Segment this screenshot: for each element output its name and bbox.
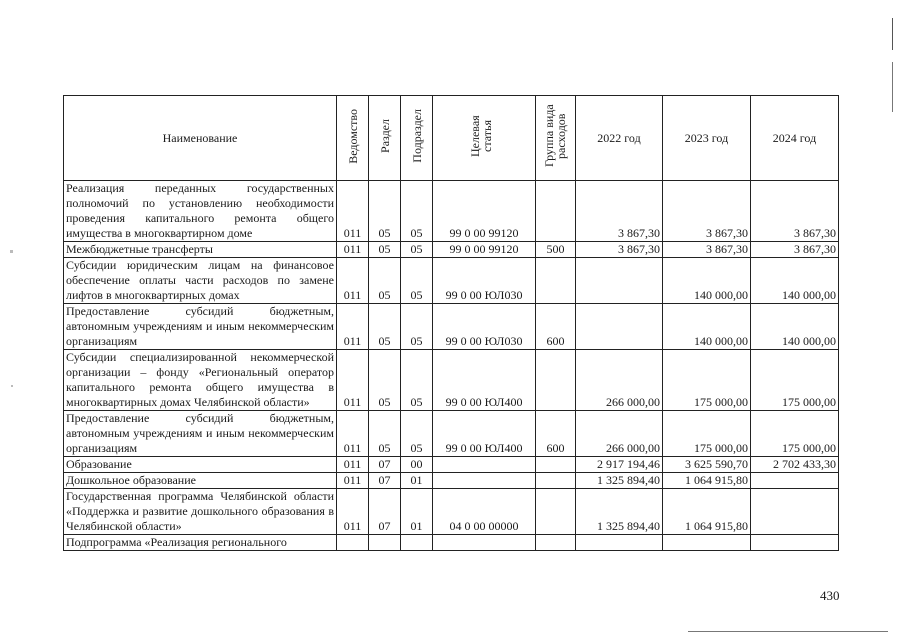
scan-artifact-line [892, 62, 893, 112]
row-podrazdel: 05 [401, 242, 433, 258]
header-2022: 2022 год [576, 96, 663, 181]
row-2024: 3 867,30 [751, 181, 839, 242]
row-2024: 175 000,00 [751, 350, 839, 411]
header-razdel [369, 96, 401, 181]
row-2023: 3 867,30 [663, 242, 751, 258]
row-vedomstvo: 011 [337, 473, 369, 489]
header-celevaya [433, 96, 536, 181]
row-2023: 175 000,00 [663, 411, 751, 457]
row-name: Подпрограмма «Реализация регионального [64, 535, 337, 551]
row-podrazdel: 05 [401, 181, 433, 242]
header-podrazdel [401, 96, 433, 181]
header-gruppa [536, 96, 576, 181]
row-2023: 1 064 915,80 [663, 489, 751, 535]
header-podrazdel-label: Подраздел [409, 109, 424, 163]
row-2024: 2 702 433,30 [751, 457, 839, 473]
row-name: Предоставление субсидий бюджетным, автономным учреждениям и иным некоммерческим организациям [64, 411, 337, 457]
row-vedomstvo: 011 [337, 258, 369, 304]
row-razdel: 05 [369, 181, 401, 242]
row-razdel: 05 [369, 258, 401, 304]
row-2023: 1 064 915,80 [663, 473, 751, 489]
row-razdel: 05 [369, 304, 401, 350]
header-celevaya-label: Целевая статья [468, 115, 494, 157]
table-row [64, 535, 839, 551]
row-name: Предоставление субсидий бюджетным, автономным учреждениям и иным некоммерческим организациям [64, 304, 337, 350]
row-celevaya: 99 0 00 99120 [433, 181, 536, 242]
row-razdel: 07 [369, 473, 401, 489]
row-2022: 1 325 894,40 [576, 489, 663, 535]
row-2022: 2 917 194,46 [576, 457, 663, 473]
row-razdel: 07 [369, 489, 401, 535]
row-name: Государственная программа Челябинской области «Поддержка и развитие дошкольного образования в Челябинской области» [64, 489, 337, 535]
row-2023: 3 625 590,70 [663, 457, 751, 473]
scan-artifact-line [688, 631, 888, 632]
row-name: Реализация переданных государственных полномочий по установлению необходимости проведения капитального ремонта общего имущества в многоквартирном доме [64, 181, 337, 242]
row-celevaya [433, 535, 536, 551]
row-podrazdel [401, 535, 433, 551]
row-2022 [576, 535, 663, 551]
table-row [64, 304, 839, 350]
table-row [64, 457, 839, 473]
row-2022 [576, 258, 663, 304]
row-celevaya: 99 0 00 ЮЛ030 [433, 304, 536, 350]
row-2022: 1 325 894,40 [576, 473, 663, 489]
row-name: Дошкольное образование [64, 473, 337, 489]
row-2024: 175 000,00 [751, 411, 839, 457]
row-vedomstvo [337, 535, 369, 551]
row-podrazdel: 05 [401, 304, 433, 350]
row-2023: 140 000,00 [663, 258, 751, 304]
row-razdel: 05 [369, 350, 401, 411]
row-2024: 140 000,00 [751, 304, 839, 350]
row-gruppa [536, 489, 576, 535]
row-gruppa [536, 535, 576, 551]
row-gruppa [536, 258, 576, 304]
row-celevaya [433, 473, 536, 489]
row-2023: 140 000,00 [663, 304, 751, 350]
header-gruppa-label: Группа вида расходов [541, 104, 568, 168]
row-vedomstvo: 011 [337, 411, 369, 457]
row-name: Образование [64, 457, 337, 473]
header-razdel-label: Раздел [377, 119, 392, 153]
scan-artifact-dot [11, 385, 13, 387]
row-gruppa [536, 181, 576, 242]
header-vedomstvo [337, 96, 369, 181]
table-row [64, 181, 839, 242]
row-podrazdel: 01 [401, 489, 433, 535]
row-vedomstvo: 011 [337, 489, 369, 535]
row-name: Субсидии юридическим лицам на финансовое обеспечение оплаты части расходов по замене лифтов в многоквартирных домах [64, 258, 337, 304]
row-celevaya: 99 0 00 ЮЛ400 [433, 411, 536, 457]
row-gruppa [536, 473, 576, 489]
row-podrazdel: 05 [401, 350, 433, 411]
header-2024: 2024 год [751, 96, 839, 181]
row-2024 [751, 489, 839, 535]
row-gruppa: 500 [536, 242, 576, 258]
row-gruppa [536, 350, 576, 411]
header-name: Наименование [64, 96, 337, 181]
row-2022: 266 000,00 [576, 350, 663, 411]
table-row [64, 258, 839, 304]
table-row [64, 411, 839, 457]
row-gruppa: 600 [536, 304, 576, 350]
row-podrazdel: 05 [401, 258, 433, 304]
header-vedomstvo-label: Ведомство [345, 108, 360, 164]
page-number: 430 [820, 588, 840, 603]
row-2022: 266 000,00 [576, 411, 663, 457]
row-vedomstvo: 011 [337, 181, 369, 242]
row-2023: 175 000,00 [663, 350, 751, 411]
header-2023: 2023 год [663, 96, 751, 181]
row-razdel: 07 [369, 457, 401, 473]
row-name: Субсидии специализированной некоммерческой организации – фонду «Региональный оператор капитального ремонта общего имущества в многоквартирных домах Челябинской области» [64, 350, 337, 411]
scan-artifact-line [892, 18, 893, 50]
row-2022: 3 867,30 [576, 181, 663, 242]
row-2024 [751, 473, 839, 489]
row-2024: 3 867,30 [751, 242, 839, 258]
row-2022: 3 867,30 [576, 242, 663, 258]
row-razdel [369, 535, 401, 551]
row-razdel: 05 [369, 411, 401, 457]
table-row [64, 350, 839, 411]
table-row [64, 242, 839, 258]
row-gruppa: 600 [536, 411, 576, 457]
row-celevaya: 99 0 00 ЮЛ030 [433, 258, 536, 304]
row-celevaya [433, 457, 536, 473]
row-celevaya: 99 0 00 ЮЛ400 [433, 350, 536, 411]
row-podrazdel: 00 [401, 457, 433, 473]
row-vedomstvo: 011 [337, 350, 369, 411]
budget-table [63, 95, 839, 551]
row-celevaya: 04 0 00 00000 [433, 489, 536, 535]
row-vedomstvo: 011 [337, 242, 369, 258]
row-vedomstvo: 011 [337, 304, 369, 350]
row-2024: 140 000,00 [751, 258, 839, 304]
table-header-row [64, 96, 839, 181]
row-2023: 3 867,30 [663, 181, 751, 242]
row-name: Межбюджетные трансферты [64, 242, 337, 258]
row-celevaya: 99 0 00 99120 [433, 242, 536, 258]
table-row [64, 473, 839, 489]
table-row [64, 489, 839, 535]
row-2022 [576, 304, 663, 350]
row-razdel: 05 [369, 242, 401, 258]
row-podrazdel: 05 [401, 411, 433, 457]
row-2023 [663, 535, 751, 551]
row-vedomstvo: 011 [337, 457, 369, 473]
scan-artifact-dot [10, 250, 13, 253]
row-2024 [751, 535, 839, 551]
row-podrazdel: 01 [401, 473, 433, 489]
row-gruppa [536, 457, 576, 473]
